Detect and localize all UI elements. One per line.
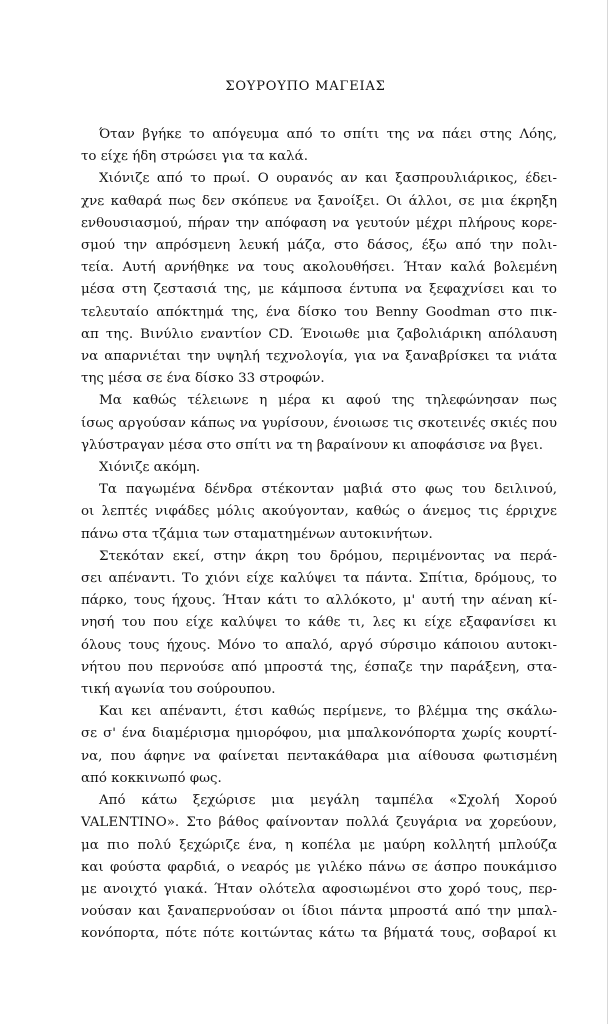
- text-line: τική αγωνία του σούρουπου.: [81, 682, 276, 698]
- text-line: Και κει απέναντι, έτσι καθώς περίμενε, το βλέμμα της σκάλω-: [99, 704, 557, 720]
- text-line: ίσως αργούσαν κάπως να γυρίσουν, ένοιωσε τις σκοτεινές σκιές που: [81, 415, 557, 431]
- text-line: πάρκο, τους ήχους. Ήταν κάτι το αλλόκοτο, μ' αυτή την αέναη κί-: [81, 593, 557, 609]
- text-line: σε σ' ένα διαμέρισμα ημιορόφου, μια μπαλκονόπορτα χωρίς κουρτί-: [81, 726, 557, 742]
- text-line: ενθουσιασμού, πήραν την απόφαση να γευτούν μέχρι πλήρους κορε-: [81, 215, 557, 231]
- text-line: Από κάτω ξεχώρισε μια μεγάλη ταμπέλα «Σχολή Χορού: [99, 793, 557, 809]
- text-line: από κοκκινωπό φως.: [81, 770, 222, 786]
- text-line: Τα παγωμένα δένδρα στέκονταν μαβιά στο φως του δειλινού,: [99, 482, 557, 498]
- text-line: σει απέναντι. Το χιόνι είχε καλύψει τα πάντα. Σπίτια, δρόμους, το: [81, 571, 557, 587]
- page-edge-line: [607, 0, 608, 1024]
- text-line: Χιόνιζε από το πρωί. Ο ουρανός αν και ξασπρουλιάρικος, έδει-: [99, 171, 557, 187]
- text-line: να, που άφηνε να φαίνεται πεντακάθαρα μια αίθουσα φωτισμένη: [81, 748, 557, 764]
- text-line: όλους τους ήχους. Μόνο το απαλό, αργό σύρσιμο κάποιου αυτοκι-: [81, 637, 557, 653]
- text-line: τελευταίο απόκτημά της, ένα δίσκο του Benny Goodman στο πικ-: [81, 304, 557, 320]
- text-line: Όταν βγήκε το απόγευμα από το σπίτι της να πάει στης Λόης,: [99, 127, 557, 142]
- text-line: οι λεπτές νιφάδες μόλις ακούγονταν, καθώς ο άνεμος τις έρριχνε: [81, 504, 557, 520]
- text-line: VALENTINO». Στο βάθος φαίνονταν πολλά ζευγάρια να χορεύουν,: [81, 815, 557, 831]
- text-line: νήτου που περνούσε από μπροστά της, έσπαζε την παράξενη, στα-: [81, 659, 557, 675]
- chapter-title: ΣΟΥΡΟΥΠΟ ΜΑΓΕΙΑΣ: [225, 79, 386, 94]
- text-line: πάνω στα τζάμια των σταματημένων αυτοκινήτων.: [81, 526, 433, 542]
- text-line: Μα καθώς τέλειωνε η μέρα κι αφού της τηλεφώνησαν πως: [99, 393, 557, 409]
- text-line: χνε καθαρά πως δεν σκόπευε να ξανοίξει. Οι άλλοι, σε μια έκρηξη: [81, 193, 557, 209]
- text-line: νούσαν και ξαναπερνούσαν οι ίδιοι πάντα μπροστά από την μπαλ-: [81, 904, 557, 920]
- text-line: τεία. Αυτή αρνήθηκε να τους ακολουθήσει. Ήταν καλά βολεμένη: [81, 260, 557, 276]
- text-line: γλύστραγαν μέσα στο σπίτι να τη βαραίνουν κι αποφάσισε να βγει.: [81, 437, 543, 453]
- text-line: και φούστα φαρδιά, ο νεαρός με γιλέκο πάνω σε άσπρο πουκάμισο: [81, 859, 557, 875]
- text-line: με ανοιχτό γιακά. Ήταν ολότελα αφοσιωμένοι στο χορό τους, περ-: [81, 881, 557, 897]
- text-line: σμού την απρόσμενη λευκή μάζα, στο δάσος, έξω από την πολι-: [81, 238, 557, 254]
- text-line: μα πιο πολύ ξεχώριζε ένα, η κοπέλα με μαύρη κολλητή μπλούζα: [81, 837, 557, 853]
- text-line: μέσα στη ζεστασιά της, με κάμποσα έντυπα να ξεφαχνίσει και το: [81, 282, 557, 298]
- text-line: νησή του που είχε καλύψει το κάθε τι, λες κι είχε εξαφανίσει κι: [81, 615, 557, 631]
- text-line: το είχε ήδη στρώσει για τα καλά.: [81, 149, 308, 165]
- text-line: Στεκόταν εκεί, στην άκρη του δρόμου, περιμένοντας να περά-: [99, 548, 557, 564]
- text-line: Χιόνιζε ακόμη.: [99, 460, 201, 476]
- text-line: κονόπορτα, πότε πότε κοιτώντας κάτω τα βήματά τους, σοβαροί κι: [81, 926, 557, 942]
- text-line: απ της. Βινύλιο εναντίον CD. Ένοιωθε μια ζαβολιάρικη απόλαυση: [81, 326, 557, 342]
- text-line: να απαρνιέται την υψηλή τεχνολογία, για να ξαναβρίσκει τα νιάτα: [81, 349, 557, 365]
- text-line: της μέσα σε ένα δίσκο 33 στροφών.: [81, 371, 325, 387]
- body-text: [81, 124, 557, 946]
